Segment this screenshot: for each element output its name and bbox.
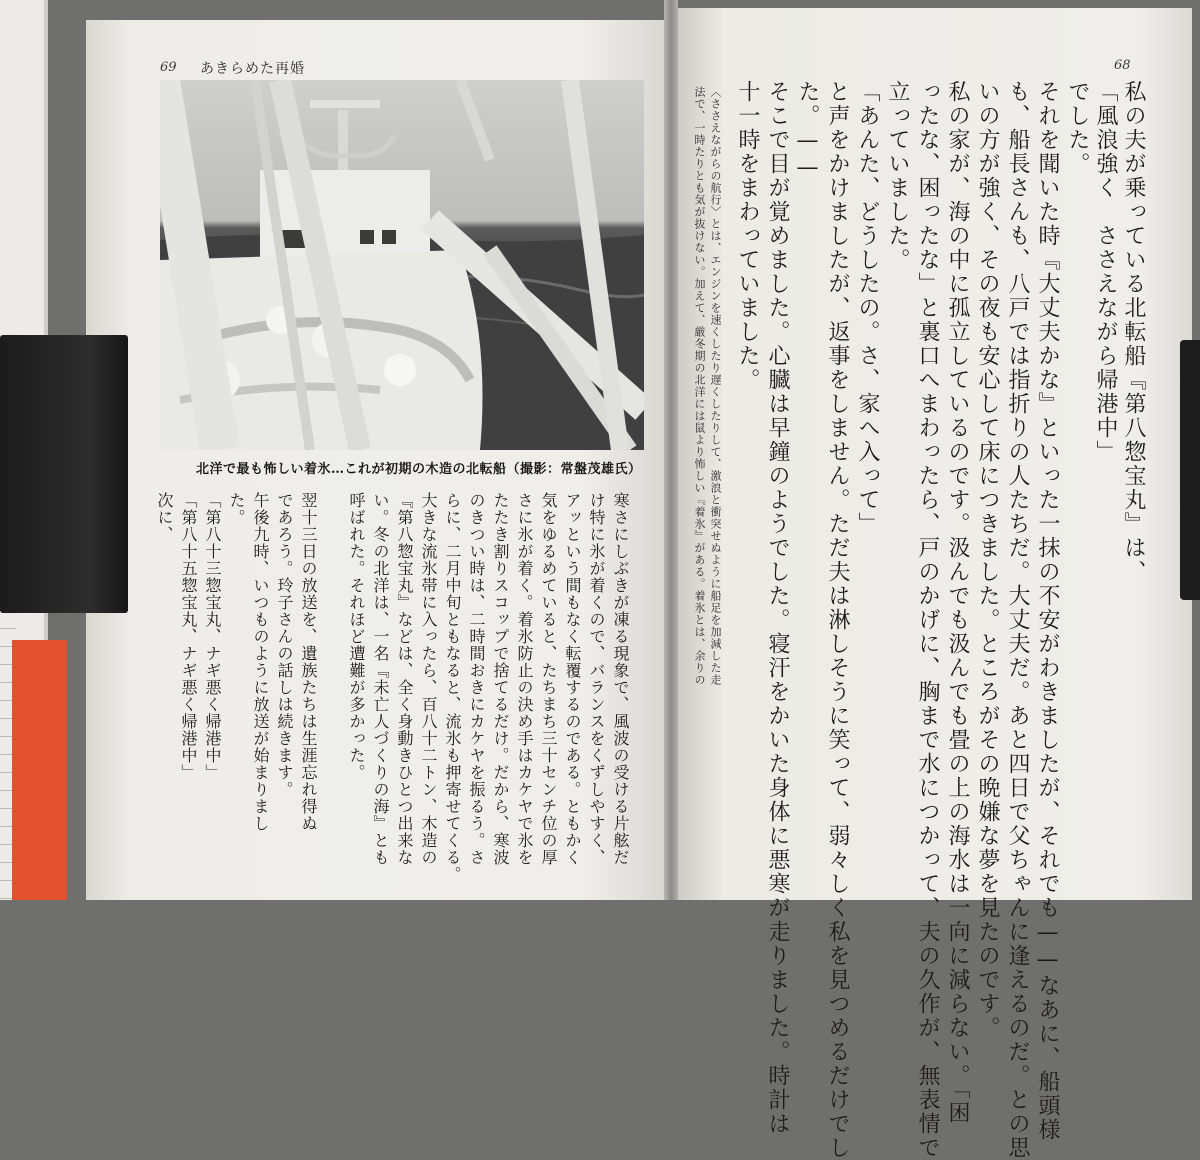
- footnote-column: 法で、一時たりとも気が抜けない。加えて、厳冬期の北洋には鼠より怖しい『着氷』がある。着氷とは、余りの: [693, 86, 706, 686]
- right-text-column: いの方が強く、その夜も安心して床につきました。ところがその晩嫌な夢を見たのです。: [975, 80, 1000, 1040]
- left-text-column: らに、二月中旬ともなると、流氷も押寄せてくる。: [443, 492, 462, 883]
- left-text-column: 翌十三日の放送を、遺族たちは生涯忘れ得ぬ: [299, 492, 318, 832]
- left-text-column: アッという間もなく転覆するのである。ともかく: [563, 492, 582, 866]
- right-text-column: でした。: [1065, 80, 1090, 176]
- left-page-number: 69: [160, 60, 177, 75]
- left-text-column: 大きな流氷帯に入ったら、百八十二トン、木造の: [419, 492, 438, 866]
- left-text-column: のきつい時は、二時間おきにカケヤを振るう。さ: [467, 492, 486, 866]
- right-text-column: 十一時をまわっていました。: [735, 80, 760, 392]
- right-text-column: も、船長さんも、八戸では指折りの人たちだ。大丈夫だ。あと四日で父ちゃんに逢えるのだ。との思: [1005, 80, 1030, 1160]
- book-gutter: [664, 0, 678, 900]
- left-text-column: 『第八惣宝丸』などは、全く身動きひとつ出来な: [395, 492, 414, 866]
- photo-caption: 北洋で最も怖しい着氷…これが初期の木造の北転船（撮影：常盤茂雄氏）: [196, 462, 642, 477]
- footnote-column: 〈ささえながらの航行〉とは、エンジンを速くしたり遅くしたりして、激浪と衝突せぬように船足を加減した走: [709, 86, 722, 686]
- left-text-column: 気をゆるめていると、たちまち三十センチ位の厚: [539, 492, 558, 866]
- left-text-column: 「第八十三惣宝丸、ナギ悪く帰港中」: [203, 492, 222, 781]
- left-text-column: た。: [227, 492, 246, 526]
- left-text-column: であろう。玲子さんの話しは続きます。: [275, 492, 294, 798]
- right-text-column: と声をかけましたが、返事をしません。ただ夫は淋しそうに笑って、弱々しく私を見つめるだけでし: [825, 80, 850, 1160]
- right-text-column: ったな、困ったな」と裏口へまわったら、戸のかげに、胸まで水につかって、夫の久作が、無表情で: [915, 80, 940, 1160]
- right-text-column: 立っていました。: [885, 80, 910, 272]
- background-red-strip: [12, 640, 67, 900]
- right-page-clip: [1180, 340, 1200, 600]
- left-text-column: たたき割りスコップで捨てるだけ。だから、寒波: [491, 492, 510, 866]
- right-text-column: そこで目が覚めました。心臓は早鐘のようでした。寝汗をかいた身体に悪寒が走りました。時計は: [765, 80, 790, 1136]
- right-text-column: 私の夫が乗っている北転船『第八惣宝丸』は、: [1121, 80, 1146, 584]
- left-text-column: け特に氷が着くので、バランスをくずしやすく、: [587, 492, 606, 866]
- right-page-number: 68: [1114, 58, 1131, 73]
- right-text-column: 「あんた、どうしたの。さ、家へ入って」: [855, 80, 880, 536]
- iced-ship-photo: [160, 80, 644, 450]
- left-page-clip: [0, 335, 128, 613]
- ship-illustration: [160, 80, 644, 450]
- right-text-column: た。——: [795, 80, 820, 182]
- left-text-column: 午後九時、いつものように放送が始まりまし: [251, 492, 270, 832]
- right-text-column: 「風浪強く ささえながら帰港中」: [1093, 80, 1118, 464]
- left-text-column: 「第八十五惣宝丸、ナギ悪く帰港中」: [179, 492, 198, 781]
- running-head: あきらめた再婚: [200, 61, 305, 77]
- left-text-column: 呼ばれた。それほど遭難が多かった。: [347, 492, 366, 781]
- left-text-column: さに氷が着く。着氷防止の決め手はカケヤで氷を: [515, 492, 534, 866]
- right-text-column: それを聞いた時『大丈夫かな』といった一抹の不安がわきましたが、それでも——なあに、船頭様: [1035, 80, 1060, 1142]
- left-text-column: 次に、: [155, 492, 174, 543]
- right-text-column: 私の家が、海の中に孤立しているのです。汲んでも汲んでも畳の上の海水は一向に減らない。「困: [945, 80, 970, 1125]
- left-text-column: い。冬の北洋は、一名『未亡人づくりの海』とも: [371, 492, 390, 866]
- left-text-column: 寒さにしぶきが凍る現象で、風波の受ける片舷だ: [611, 492, 630, 866]
